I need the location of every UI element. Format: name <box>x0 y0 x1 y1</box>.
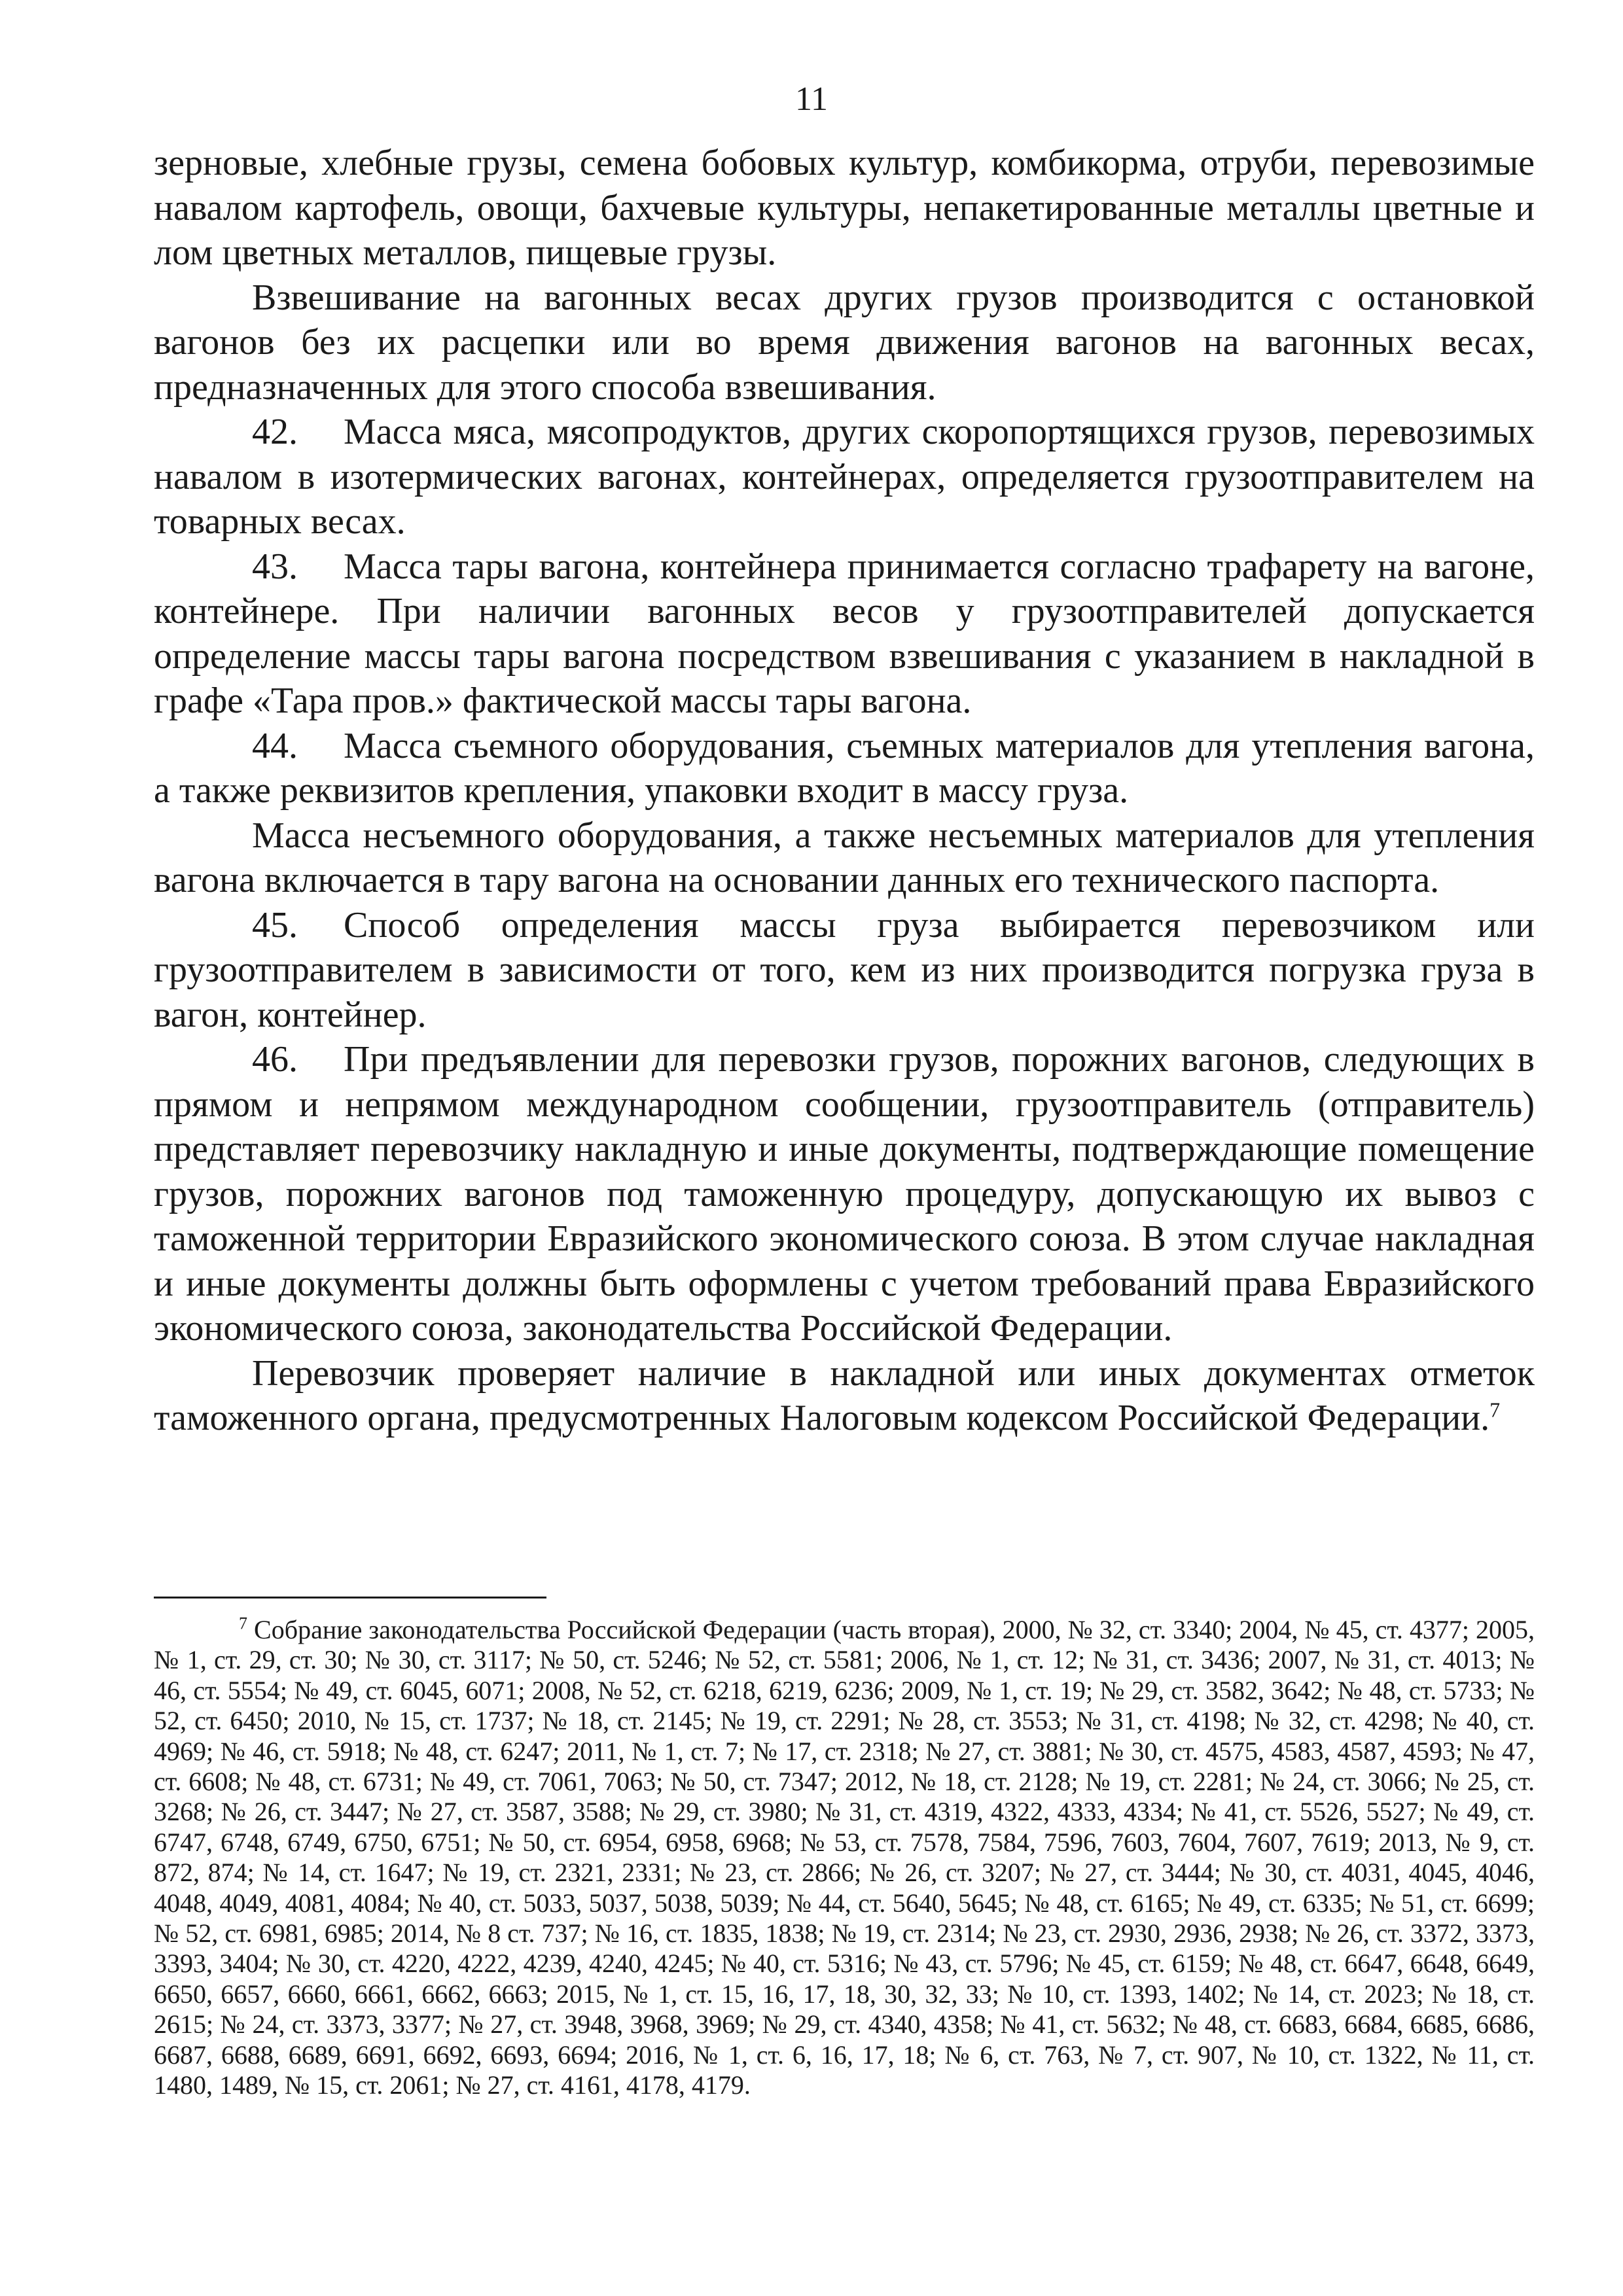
paragraph-number: 46. <box>252 1039 298 1080</box>
paragraph-text: При предъявлении для перевозки грузов, порожних вагонов, следующих в прямом и непрямом международном сообщении, грузоотправитель (отправитель) представляет перевозчику накладную и иные документы, подтверждающие помещение грузов, порожних вагонов под таможенную процедуру, допускающую их вывоз с таможенной территории Евразийского экономического союза. В этом случае накладная и иные документы должны быть оформлены с учетом требований права Евразийского экономического союза, законодательства Российской Федерации. <box>154 1039 1535 1349</box>
document-body <box>154 141 1535 1441</box>
paragraph-text: Перевозчик проверяет наличие в накладной или иных документах отметок таможенного органа, предусмотренных Налоговым кодексом Российской Федерации. <box>154 1352 1535 1438</box>
page-number: 11 <box>794 80 829 118</box>
paragraph-number: 43. <box>252 546 298 587</box>
footnote-marker: 7 <box>239 1614 247 1633</box>
paragraph-42 <box>154 410 1535 544</box>
paragraph-text: Способ определения массы груза выбирается перевозчиком или грузоотправителем в зависимости от того, кем из них производится погрузка груза в вагон, контейнер. <box>154 904 1535 1035</box>
footnote-reference[interactable]: 7 <box>1489 1398 1501 1422</box>
paragraph-text: Взвешивание на вагонных весах других грузов производится с остановкой вагонов без их расцепки или во время движения вагонов на вагонных весах, предназначенных для этого способа взвешивания. <box>154 277 1535 408</box>
paragraph-number: 45. <box>252 904 298 945</box>
paragraph-continuation <box>154 141 1535 275</box>
paragraph-number: 42. <box>252 412 298 452</box>
paragraph-44 <box>154 724 1535 813</box>
paragraph-text: Масса мяса, мясопродуктов, других скоропортящихся грузов, перевозимых навалом в изотермических вагонах, контейнерах, определяется грузоотправителем на товарных весах. <box>154 412 1535 542</box>
paragraph-nonremovable-equipment <box>154 813 1535 903</box>
footnote-text: Собрание законодательства Российской Федерации (часть вторая), 2000, № 32, ст. 3340; 2004, № 45, ст. 4377; 2005, № 1, ст. 29, ст. 30; № 30, ст. 3117; № 50, ст. 5246; № 52, ст. 5581; 2006, № 1, ст. 12; № 31, ст. 3436; 2007, № 31, ст. 4013; № 46, ст. 5554; № 49, ст. 6045, 6071; 2008, № 52, ст. 6218, 6219, 6236; 2009, № 1, ст. 19; № 29, ст. 3582, 3642; № 48, ст. 5733; № 52, ст. 6450; 2010, № 15, ст. 1737; № 18, ст. 2145; № 19, ст. 2291; № 28, ст. 3553; № 31, ст. 4198; № 32, ст. 4298; № 40, ст. 4969; № 46, ст. 5918; № 48, ст. 6247; 2011, № 1, ст. 7; № 17, ст. 2318; № 27, ст. 3881; № 30, ст. 4575, 4583, 4587, 4593; № 47, ст. 6608; № 48, ст. 6731; № 49, ст. 7061, 7063; № 50, ст. 7347; 2012, № 18, ст. 2128; № 19, ст. 2281; № 24, ст. 3066; № 25, ст. 3268; № 26, ст. 3447; № 27, ст. 3587, 3588; № 29, ст. 3980; № 31, ст. 4319, 4322, 4333, 4334; № 41, ст. 5526, 5527; № 49, ст. 6747, 6748, 6749, 6750, 6751; № 50, ст. 6954, 6958, 6968; № 53, ст. 7578, 7584, 7596, 7603, 7604, 7607, 7619; 2013, № 9, ст. 872, 874; № 14, ст. 1647; № 19, ст. 2321, 2331; № 23, ст. 2866; № 26, ст. 3207; № 27, ст. 3444; № 30, ст. 4031, 4045, 4046, 4048, 4049, 4081, 4084; № 40, ст. 5033, 5037, 5038, 5039; № 44, ст. 5640, 5645; № 48, ст. 6165; № 49, ст. 6335; № 51, ст. 6699; № 52, ст. 6981, 6985; 2014, № 8 ст. 737; № 16, ст. 1835, 1838; № 19, ст. 2314; № 23, ст. 2930, 2936, 2938; № 26, ст. 3372, 3373, 3393, 3404; № 30, ст. 4220, 4222, 4239, 4240, 4245; № 40, ст. 5316; № 43, ст. 5796; № 45, ст. 6159; № 48, ст. 6647, 6648, 6649, 6650, 6657, 6660, 6661, 6662, 6663; 2015, № 1, ст. 15, 16, 17, 18, 30, 32, 33; № 10, ст. 1393, 1402; № 14, ст. 2023; № 18, ст. 2615; № 24, ст. 3373, 3377; № 27, ст. 3948, 3968, 3969; № 29, ст. 4340, 4358; № 41, ст. 5632; № 48, ст. 6683, 6684, 6685, 6686, 6687, 6688, 6689, 6691, 6692, 6693, 6694; 2016, № 1, ст. 6, 16, 17, 18; № 6, ст. 763, № 7, ст. 907, № 10, ст. 1322, № 11, ст. 1480, 1489, № 15, ст. 2061; № 27, ст. 4161, 4178, 4179. <box>154 1615 1535 2100</box>
paragraph-text: зерновые, хлебные грузы, семена бобовых культур, комбикорма, отруби, перевозимые навалом картофель, овощи, бахчевые культуры, непакетированные металлы цветные и лом цветных металлов, пищевые грузы. <box>154 143 1535 273</box>
paragraph-46 <box>154 1037 1535 1351</box>
paragraph-text: Масса несъемного оборудования, а также несъемных материалов для утепления вагона включается в тару вагона на основании данных его технического паспорта. <box>154 815 1535 900</box>
paragraph-carrier-check <box>154 1351 1535 1441</box>
footnote <box>154 1615 1535 2101</box>
paragraph-weighing <box>154 275 1535 410</box>
footnote-separator <box>154 1597 546 1598</box>
paragraph-text: Масса тары вагона, контейнера принимается согласно трафарету на вагоне, контейнере. При наличии вагонных весов у грузоотправителей допускается определение массы тары вагона посредством взвешивания с указанием в накладной в графе «Тара пров.» фактической массы тары вагона. <box>154 546 1535 721</box>
paragraph-45 <box>154 903 1535 1038</box>
paragraph-43 <box>154 544 1535 724</box>
paragraph-number: 44. <box>252 725 298 766</box>
paragraph-text: Масса съемного оборудования, съемных материалов для утепления вагона, а также реквизитов крепления, упаковки входит в массу груза. <box>154 725 1535 811</box>
